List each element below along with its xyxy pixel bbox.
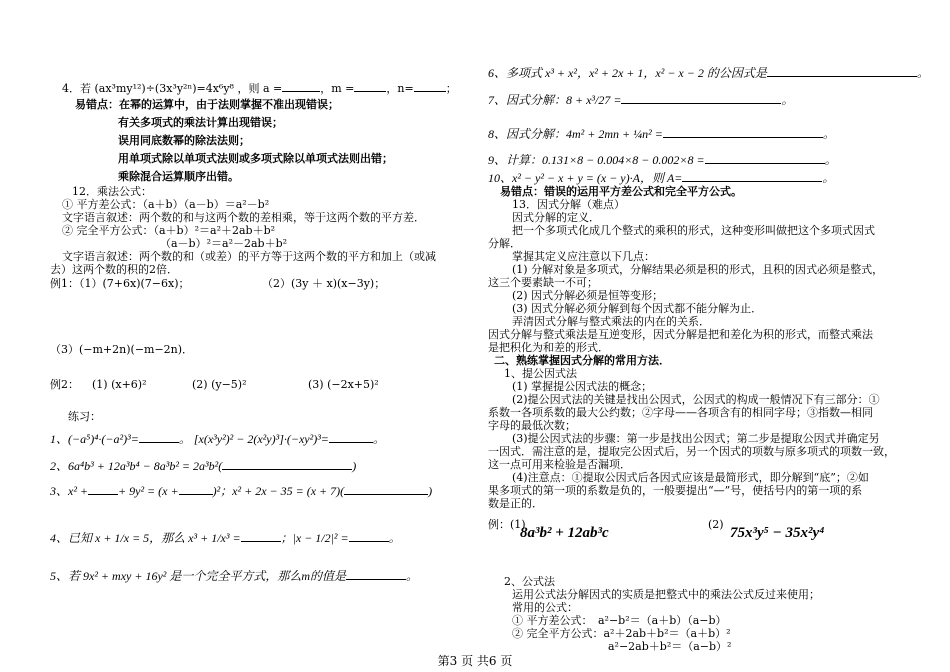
perfect-square-desc-2: 去）这两个数的积的2倍． <box>50 263 178 276</box>
question-4-end: ； <box>445 82 457 95</box>
example-2-part-2: (2) (y−5)² <box>192 378 247 391</box>
page-footer: 第3 页 共6 页 <box>437 654 513 668</box>
practice-1-end: 。 <box>372 432 385 446</box>
practice-3-part-b: + 9y² = (x + <box>118 484 179 498</box>
key-points-title: 掌握其定义应注意以下几点： <box>512 250 655 263</box>
question-9-text: 9、计算：0.131×8 − 0.004×8 − 0.002×8 = <box>488 153 705 167</box>
question-7 <box>488 92 793 107</box>
perfect-square-1: ② 完全平方公式：（a＋b）²＝a²＋2ab＋b² <box>62 224 276 237</box>
question-6-text: 6、多项式 x³ + x²，x² + 2x + 1，x² − x − 2 的公因式是 <box>488 66 767 80</box>
practice-4-part-b: ；|x − 1/2|² = <box>280 531 349 545</box>
example-1-part-1: 例1：（1）(7+6x)(7−6x)； <box>50 277 190 290</box>
practice-3-part-c: )²；x² + 2x − 35 = (x + 7)( <box>212 484 345 498</box>
question-8 <box>488 126 835 141</box>
practice-3-part-a: 3、x² + <box>50 484 89 498</box>
answer-blank-n[interactable] <box>414 80 446 92</box>
method-1-point-2c: 字母的最低次数； <box>488 419 576 432</box>
definition-line-2: 分解． <box>488 237 521 250</box>
question-7-text: 7、因式分解：8 + x³/27 = <box>488 93 622 107</box>
relation-title: 弄清因式分解与整式乘法的内在的关系． <box>512 315 710 328</box>
practice-5-end: 。 <box>406 569 419 583</box>
error-point-1: 有关多项式的乘法计算出现错误； <box>118 116 283 129</box>
definition-title: 因式分解的定义． <box>512 211 600 224</box>
example-1-part-2: （2）(3y ＋ x)(x−3y)； <box>262 277 386 290</box>
practice-1 <box>50 431 385 446</box>
method-1-point-3a: (3)提公因式法的步骤：第一步是找出公因式；第二步是提取公因式并确定另 <box>512 432 880 445</box>
example-expression-1: 8a³b² + 12ab³c <box>520 525 609 541</box>
question-9 <box>488 152 837 167</box>
practice-4-end: 。 <box>388 531 401 545</box>
method-2-title: 2、公式法 <box>504 575 555 588</box>
section-13-title: 13．因式分解（难点） <box>512 198 625 211</box>
practice-4-part-a: 4、已知 x + 1/x = 5，那么 x³ + 1/x³ = <box>50 531 241 545</box>
question-7-blank[interactable] <box>621 92 781 104</box>
error-point-3: 用单项式除以单项式法则或多项式除以单项式法则出错； <box>118 152 393 165</box>
practice-1-blank-a[interactable] <box>139 431 179 443</box>
error-points-title: 易错点：在幂的运算中，由于法则掌握不准出现错误； <box>75 98 339 111</box>
method-2-desc: 运用公式法分解因式的实质是把整式中的乘法公式反过来使用； <box>512 588 820 601</box>
example-expression-2: 75x³y⁵ − 35x²y⁴ <box>730 525 825 541</box>
method-2-common: 常用的公式： <box>512 601 578 614</box>
practice-2-blank[interactable] <box>222 458 352 470</box>
practice-1-part-b: 。 [x(x³y²)² − 2(x²y)³]·(−xy²)³= <box>178 432 329 446</box>
method-1-point-4c: 数是正的． <box>488 497 543 510</box>
question-6-blank[interactable] <box>767 65 917 77</box>
perfect-square-2: （a－b）²＝a²－2ab＋b² <box>160 237 288 250</box>
method-1-point-3c: 这一点可用来检验是否漏项． <box>488 458 631 471</box>
question-9-blank[interactable] <box>705 152 825 164</box>
practice-2 <box>50 458 356 473</box>
question-8-text: 8、因式分解：4m² + 2mn + ¼n² = <box>488 127 663 141</box>
key-point-1a: (1) 分解对象是多项式，分解结果必须是积的形式，且积的因式必须是整式， <box>512 263 884 276</box>
practice-2-text: 2、6a⁴b³ + 12a³b⁴ − 8a³b² = 2a³b²( <box>50 459 223 473</box>
practice-4-blank-1[interactable] <box>241 530 281 542</box>
question-10 <box>488 170 834 185</box>
question-7-end: 。 <box>781 93 794 107</box>
method-2-formula-3: a²−2ab＋b²＝（a−b）² <box>608 640 732 653</box>
example-2-label-right: (2) <box>708 518 724 531</box>
practice-1-part-a: 1、(−a⁵)⁴·(−a²)³= <box>50 432 139 446</box>
method-1-point-2b: 系数一各项系数的最大公约数；②字母——各项含有的相同字母；③指数—相同 <box>488 406 873 419</box>
section-12-title: 12．乘法公式： <box>72 185 152 198</box>
practice-5-blank[interactable] <box>346 568 406 580</box>
perfect-square-desc-1: 文字语言叙述：两个数的和（或差）的平方等于这两个数的平方和加上（或减 <box>62 250 436 263</box>
question-4-text: 4．若 (ax³my¹²)÷(3x³y²ⁿ)=4x⁶y⁸ ，则 a = <box>62 82 283 95</box>
practice-4-blank-2[interactable] <box>349 530 389 542</box>
question-9-end: 。 <box>824 153 837 167</box>
practice-4 <box>50 530 401 545</box>
section-2-title: 二、熟练掌握因式分解的常用方法． <box>494 354 670 367</box>
question-8-blank[interactable] <box>663 126 823 138</box>
answer-blank-a[interactable] <box>282 80 320 92</box>
method-1-point-3b: 一因式．需注意的是，提取完公因式后，另一个因式的项数与原多项式的项数一致， <box>488 445 895 458</box>
definition-line-1: 把一个多项式化成几个整式的乘积的形式，这种变形叫做把这个多项式因式 <box>512 224 875 237</box>
example-label: 例：(1) <box>488 518 526 531</box>
example-1-part-3: （3）(−m+2n)(−m−2n)． <box>50 343 194 356</box>
question-8-end: 。 <box>822 127 835 141</box>
question-10-blank[interactable] <box>682 170 822 182</box>
question-4-n: ，n= <box>386 82 414 95</box>
practice-3-blank-1[interactable] <box>88 483 118 495</box>
error-points-right: 易错点：错误的运用平方差公式和完全平方公式。 <box>500 185 742 198</box>
question-4-m: ，m = <box>320 82 355 95</box>
error-point-2: 误用同底数幂的除法法则； <box>118 134 250 147</box>
practice-3-end: ) <box>428 484 433 498</box>
question-10-text: 10、x² − y² − x + y = (x − y)·A，则 A= <box>488 171 683 185</box>
practice-2-end: ) <box>352 459 357 473</box>
method-1-title: 1、提公因式法 <box>504 367 577 380</box>
difference-of-squares-desc: 文字语言叙述：两个数的和与这两个数的差相乘，等于这两个数的平方差． <box>62 211 425 224</box>
relation-line-2: 是把积化为和差的形式． <box>488 341 609 354</box>
error-point-4: 乘除混合运算顺序出错。 <box>118 170 239 183</box>
key-point-3: (3) 因式分解必须分解到每个因式都不能分解为止． <box>512 302 763 315</box>
question-6-end: 。 <box>916 66 929 80</box>
relation-line-1: 因式分解与整式乘法是互逆变形，因式分解是把和差化为积的形式，而整式乘法 <box>488 328 873 341</box>
question-6 <box>488 65 929 80</box>
practice-3-blank-2[interactable] <box>179 483 213 495</box>
practice-3-blank-3[interactable] <box>344 483 428 495</box>
question-10-end: 。 <box>822 171 835 185</box>
practice-title: 练习： <box>68 410 101 423</box>
key-point-1b: 这三个要素缺一不可； <box>488 276 598 289</box>
method-1-point-4b: 果多项式的第一项的系数是负的，一般要提出“—”号，使括号内的第一项的系 <box>488 484 863 497</box>
practice-5 <box>50 568 418 583</box>
practice-1-blank-b[interactable] <box>329 431 373 443</box>
question-4 <box>62 80 457 96</box>
method-1-point-4a: (4)注意点：①提取公因式后各因式应该是最简形式，即分解到“底”；②如 <box>512 471 869 484</box>
method-1-point-1: (1) 掌握提公因式法的概念； <box>512 380 653 393</box>
method-2-formula-1: ① 平方差公式： a²−b²＝（a＋b）（a−b） <box>512 614 727 627</box>
key-point-2: (2) 因式分解必须是恒等变形； <box>512 289 664 302</box>
example-2-part-1: (1) (x+6)² <box>92 378 147 391</box>
difference-of-squares: ① 平方差公式：（a＋b）（a－b）＝a²－b² <box>62 198 270 211</box>
practice-3 <box>50 483 432 498</box>
method-1-point-2a: (2)提公因式法的关键是找出公因式，公因式的构成一般情况下有三部分：① <box>512 393 880 406</box>
practice-5-text: 5、若 9x² + mxy + 16y² 是一个完全平方式，那么m的值是 <box>50 569 347 583</box>
example-2-label: 例2： <box>50 378 79 391</box>
example-2-part-3: (3) (−2x+5)² <box>308 378 379 391</box>
answer-blank-m[interactable] <box>354 80 386 92</box>
method-2-formula-2: ② 完全平方公式：a²＋2ab＋b²＝（a＋b）² <box>512 627 731 640</box>
